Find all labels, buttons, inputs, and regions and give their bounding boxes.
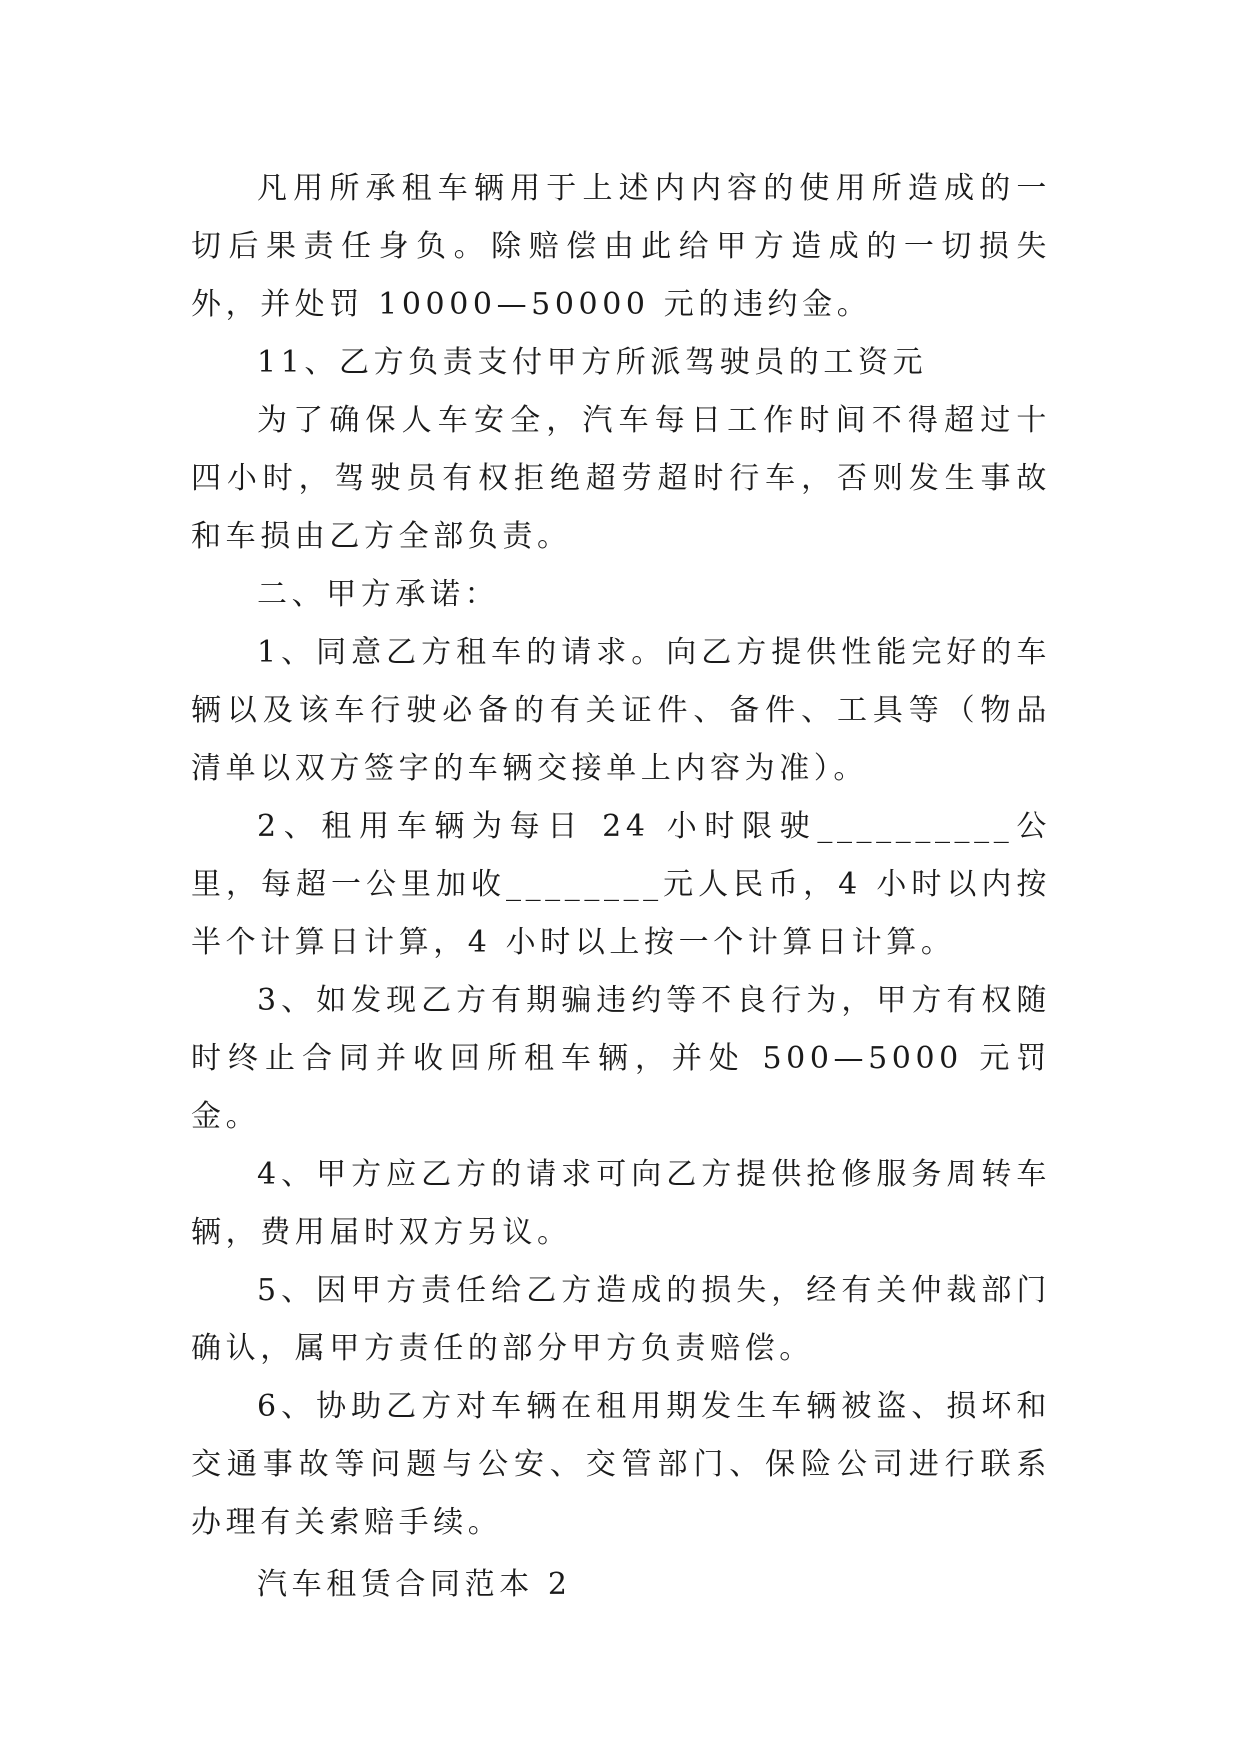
section-heading-party-a-commitments: 二、甲方承诺： (257, 577, 500, 612)
paragraph-liability-penalty: 凡用所承租车辆用于上述内内容的使用所造成的一切后果责任身负。除赔偿由此给甲方造成的一切损失外，并处罚 10000—50000 元的违约金。 (191, 171, 1051, 322)
paragraph-commitment-6: 6、协助乙方对车辆在租用期发生车辆被盗、损坏和交通事故等问题与公安、交管部门、保险公司进行联系办理有关索赔手续。 (191, 1389, 1051, 1540)
document-body (191, 160, 1051, 1614)
paragraph-working-hours: 为了确保人车安全，汽车每日工作时间不得超过十四小时，驾驶员有权拒绝超劳超时行车，否则发生事故和车损由乙方全部负责。 (191, 403, 1051, 554)
contract-template-title: 汽车租赁合同范本 2 (257, 1567, 572, 1602)
paragraph-commitment-1: 1、同意乙方租车的请求。向乙方提供性能完好的车辆以及该车行驶必备的有关证件、备件、工具等（物品清单以双方签字的车辆交接单上内容为准）。 (191, 635, 1051, 786)
paragraph-commitment-4: 4、甲方应乙方的请求可向乙方提供抢修服务周转车辆，费用届时双方另议。 (191, 1157, 1051, 1250)
paragraph-commitment-5: 5、因甲方责任给乙方造成的损失，经有关仲裁部门确认，属甲方责任的部分甲方负责赔偿。 (191, 1273, 1051, 1366)
paragraph-commitment-2: 2、租用车辆为每日 24 小时限驶__________公里，每超一公里加收________元人民币，4 小时以内按半个计算日计算，4 小时以上按一个计算日计算。 (191, 809, 1051, 960)
paragraph-item-11-driver-wage: 11、乙方负责支付甲方所派驾驶员的工资元 (257, 345, 928, 380)
paragraph-commitment-3: 3、如发现乙方有期骗违约等不良行为，甲方有权随时终止合同并收回所租车辆，并处 500—5000 元罚金。 (191, 983, 1051, 1134)
